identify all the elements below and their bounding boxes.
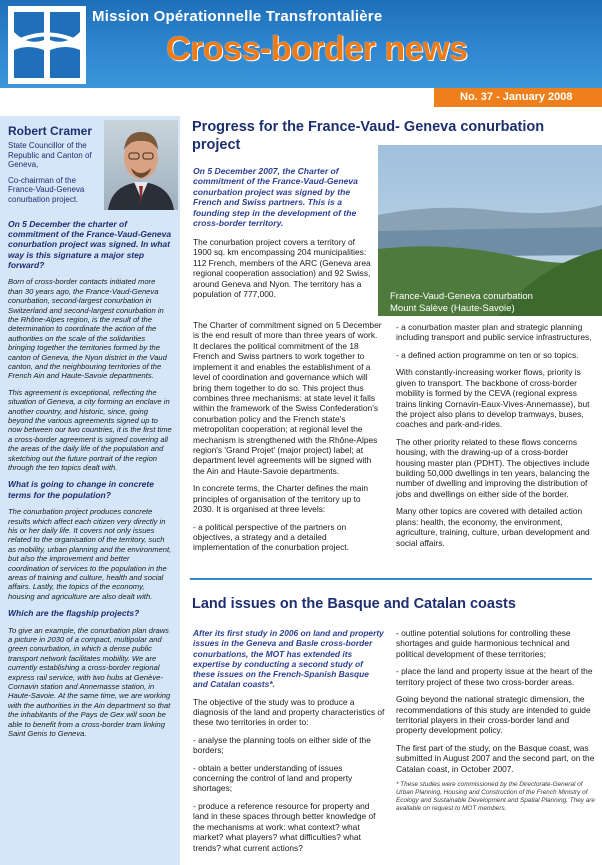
portrait-photo xyxy=(104,120,178,210)
interviewee-role-2: Co-chairman of the France-Vaud-Geneva conurbation project. xyxy=(8,175,85,204)
article-1-column-2 xyxy=(396,322,596,555)
interview-question-2: What is going to change in concrete terms for the population? xyxy=(8,479,154,500)
article-paragraph: The objective of the study was to produce a diagnosis of the land and property characteristics of these two territories in order to: xyxy=(193,696,385,728)
article-1-column-1 xyxy=(193,320,382,560)
masthead xyxy=(0,0,602,88)
article-paragraph: - produce a reference resource for property and land in these spaces through better knowledge of the mechanisms at work: what context? what market? what players? what difficulties? what trends? what current actions? xyxy=(193,800,376,853)
article-2-column-1 xyxy=(193,628,385,860)
article-paragraph: Many other topics are covered with detailed action plans: health, the economy, the environment, agriculture, training, culture, urban development and social affairs. xyxy=(396,506,590,548)
article-paragraph: - a conurbation master plan and strategic planning including transport and public service infrastructures, xyxy=(396,322,592,343)
interview-answer-1: Born of cross-border contacts initiated more than 30 years ago, the France-Vaud-Geneva conurbation, second-largest conurbation in Switzerland and second-largest conurbation in the Rhône-Alpes region, is the result of the determination to coordinate the action of the authorities on the scale of the solidarities bringing together the territories formed by the canton of Geneva, the Nyon district in the Vaud canton, and the neighbouring territories of the French Ain and Haute-Savoie departments. xyxy=(8,277,167,381)
article-2-column-2 xyxy=(396,628,596,813)
mot-logo xyxy=(8,6,86,84)
article-paragraph: The other priority related to these flows concerns housing, with the drawing-up of a cross-border housing master plan (PDHT). The objectives include building 50,000 dwellings in ten years, balancing the number of dwelling and improving the distribution of jobs and dwellings on either side of the border. xyxy=(396,436,590,499)
article-paragraph: - place the land and property issue at the heart of the territory project of these two cross-border areas. xyxy=(396,666,593,687)
interviewee-name: Robert Cramer xyxy=(8,124,93,138)
article-2-title: Land issues on the Basque and Catalan coasts xyxy=(192,596,516,612)
section-divider xyxy=(190,578,592,580)
interview-answer-4: To give an example, the conurbation plan draws a picture in 2030 of a compact, multipolar and green conurbation, in which a dense public transport network facilitates mobility. We are currently establishing a cross-border regional express rail service, with two hubs at Genève-Cornavin station and Annemasse station, in Haute-Savoie. At the same time, we are working with the authorities in the Ain department so that the inhabitants of the Pays de Gex will soon be able to benefit from a cross-border tram linking Saint Genis to Geneva. xyxy=(8,625,171,739)
interview-sidebar xyxy=(0,116,180,865)
interview-question-1: On 5 December the charter of commitment of the France-Vaud-Geneva conurbation project was signed. In what way is this signature a major step forward? xyxy=(8,218,172,270)
article-1-title: Progress for the France-Vaud- Geneva conurbation project xyxy=(192,119,545,154)
publisher-name: Mission Opérationnelle Transfrontalière xyxy=(92,8,383,25)
newsletter-title: Cross-border news xyxy=(166,30,468,68)
issue-number: No. 37 - January 2008 xyxy=(434,88,602,107)
article-1-lead: On 5 December 2007, the Charter of commitment of the France-Vaud-Geneva conurbation project was signed by the French and Swiss partners. This is a founding step in the development of the cross-border territory. xyxy=(193,166,358,229)
article-paragraph: - a political perspective of the partners on objectives, a strategy and a detailed implementation of the conurbation project. xyxy=(193,521,349,553)
interviewee-role: State Councillor of the Republic and Canton of Geneva, xyxy=(8,141,92,170)
article-1-intro-paragraph: The conurbation project covers a territory of 1900 sq. km encompassing 204 municipalities: 112 French, members of the ARC (Geneva area regional cooperation association) and 92 Swiss, around Geneva and Nyon. The territory has a population of 777,000. xyxy=(193,237,371,300)
article-paragraph: - a defined action programme on ten or so topics. xyxy=(396,349,579,360)
interview-answer-3: The conurbation project produces concrete results which affect each citizen very directly in his or her daily life. It covers not only issues related to the organisation of the territory, such as mobility, urban planning and the environment, but also the improvement and better coordination of services to the population in the areas of training and culture, health and social affairs. Lastly, the topics of the economy, housing and agriculture are also dealt with. xyxy=(8,507,172,601)
footnote: * These studies were commissioned by the Directorate-General of Urban Planning, Housing and Construction of the French Ministry of Ecology and Sustainable Development and Spatial Planning. They are available on request to MOT members. xyxy=(396,781,595,813)
article-paragraph: - obtain a better understanding of issues concerning the control of land and property shortages; xyxy=(193,762,353,794)
article-paragraph: The first part of the study, on the Basque coast, was submitted in August 2007 and the second part, on the Catalan coast, in October 2007. xyxy=(396,742,595,774)
article-paragraph: - outline potential solutions for controlling these shortages and guide harmonious technical and political development of these territories; xyxy=(396,628,571,659)
article-paragraph: The Charter of commitment signed on 5 December is the end result of more than three years of work. It declares the political commitment of the 18 French and Swiss partners to work together to implement it and enables the establishment of a level of coordination and governance which will bring them together to do so. This project thus combines three mechanisms: at state level it falls within the framework of the Swiss Confederation's conurbation policy and the French state's metropolitan cooperation; at regional level the mechanism is strengthened with the Rhône-Alpes region's 'Grand Projet' (major project) label; at department level agreements will be signed with the Ain and Haute-Savoie departments. xyxy=(193,320,382,476)
interview-answer-2: This agreement is exceptional, reflecting the situation of Geneva, a city forming an enclave in another country, and historic, since, going beyond the various agreements signed up to now between our two countries, it is the first time a cross-border agreement is signed covering all the areas of the daily life of the population and sketching out the future portrait of the region through the ten topics dealt with. xyxy=(8,387,172,473)
interview-question-3: Which are the flagship projects? xyxy=(8,608,140,619)
article-paragraph: With constantly-increasing worker flows, priority is given to transport. The backbone of cross-border mobility is formed by the CEVA (regional express trains linking Cornavin-Eaux-Vives-Annemasse), but the project also plans to develop tramways, buses, coaches and park-and-rides. xyxy=(396,367,590,430)
article-paragraph: Going beyond the national strategic dimension, the recommendations of this study are intended to guide territorial players in their cross-border land and property development policy. xyxy=(396,694,591,736)
photo-caption-line-2: Mount Salève (Haute-Savoie) xyxy=(390,303,515,314)
article-paragraph: In concrete terms, the Charter defines the main principles of organisation of the territory up to 2030. It is organised at three levels: xyxy=(193,483,369,515)
landscape-photo xyxy=(378,145,602,316)
article-paragraph: - analyse the planning tools on either side of the borders; xyxy=(193,734,371,756)
article-2-lead: After its first study in 2006 on land and property issues in the Geneva and Basle cross-border conurbations, the MOT has extended its expertise by conducting a second study of these issues on the French-Spanish Basque and Catalan coasts*. xyxy=(193,628,384,690)
photo-caption-line-1: France-Vaud-Geneva conurbation xyxy=(390,291,533,302)
